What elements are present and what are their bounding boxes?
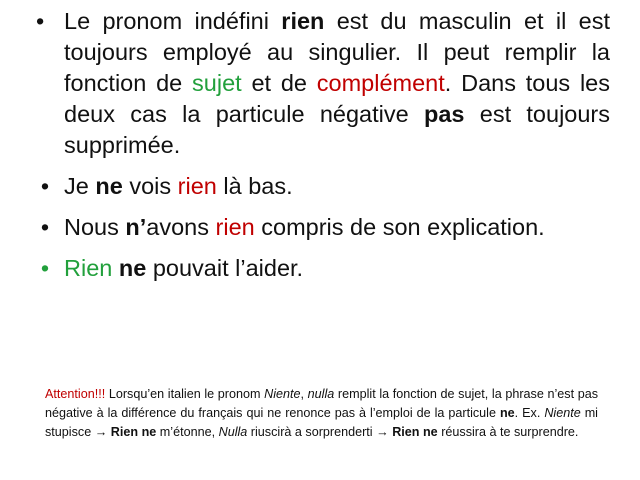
text-run: riuscirà a sorprenderti <box>247 425 377 439</box>
text-run: . Dans tous les deux cas la particule négative <box>64 70 610 127</box>
bullet-text <box>64 255 303 281</box>
text-run: Rien <box>64 255 113 281</box>
text-run: pas <box>423 101 465 127</box>
text-run: Lorsqu’en italien le pronom <box>105 387 265 401</box>
text-run: compris de son explication. <box>254 214 545 240</box>
text-run: nulla <box>307 387 335 401</box>
text-run: là bas. <box>216 173 293 199</box>
bullet-dot-icon: • <box>40 255 50 281</box>
text-run: remplit la fonction de sujet, la phrase n’est pas négative à la différence du français qui ne renonce pas à l’emploi de la particule <box>45 387 599 420</box>
text-run: mi stupisce <box>45 406 598 439</box>
text-run: ne <box>118 255 147 281</box>
text-run: est du masculin et il est toujours employé au singulier. Il peut remplir la fonction de <box>64 8 610 96</box>
text-run: m’étonne, <box>156 425 219 439</box>
text-run: Niente <box>544 406 581 420</box>
text-run: rien <box>215 214 255 240</box>
text-run: avons <box>146 214 216 240</box>
attention-note <box>45 385 598 442</box>
text-run: . Ex. <box>514 406 545 420</box>
text-run: → <box>94 425 108 439</box>
text-run: complément <box>316 70 445 96</box>
text-run: , <box>300 387 308 401</box>
text-run: sujet <box>192 70 242 96</box>
text-run: Rien ne <box>110 425 157 439</box>
bullet-dot-icon: • <box>36 8 45 34</box>
bullet-list <box>32 6 610 294</box>
text-run: n’ <box>125 214 147 240</box>
text-run: vois <box>122 173 178 199</box>
bullet-item <box>32 253 610 284</box>
text-run: ne <box>499 406 515 420</box>
text-run: réussira à te surprendre. <box>437 425 579 439</box>
text-run: Attention!!! <box>45 387 106 401</box>
text-run: Rien ne <box>392 425 438 439</box>
bullet-dot-icon: • <box>40 214 50 240</box>
text-run: pouvait l’aider. <box>146 255 304 281</box>
text-run: Nulla <box>218 425 248 439</box>
bullet-item <box>32 212 610 243</box>
text-run: et de <box>241 70 317 96</box>
bullet-text <box>64 173 293 199</box>
bullet-text <box>64 214 545 240</box>
bullet-item <box>32 171 610 202</box>
text-run: Niente <box>264 387 301 401</box>
bullet-dot-icon: • <box>40 173 50 199</box>
text-run: est toujours supprimée. <box>64 101 611 158</box>
text-run: Le pronom indéfini <box>64 8 282 34</box>
text-run: Nous <box>64 214 126 240</box>
text-run: rien <box>177 173 217 199</box>
text-run: → <box>376 425 393 439</box>
text-run: Je <box>64 173 96 199</box>
bullet-text <box>64 8 610 158</box>
bullet-item <box>32 6 610 161</box>
text-run: rien <box>281 8 325 34</box>
text-run: ne <box>95 173 123 199</box>
